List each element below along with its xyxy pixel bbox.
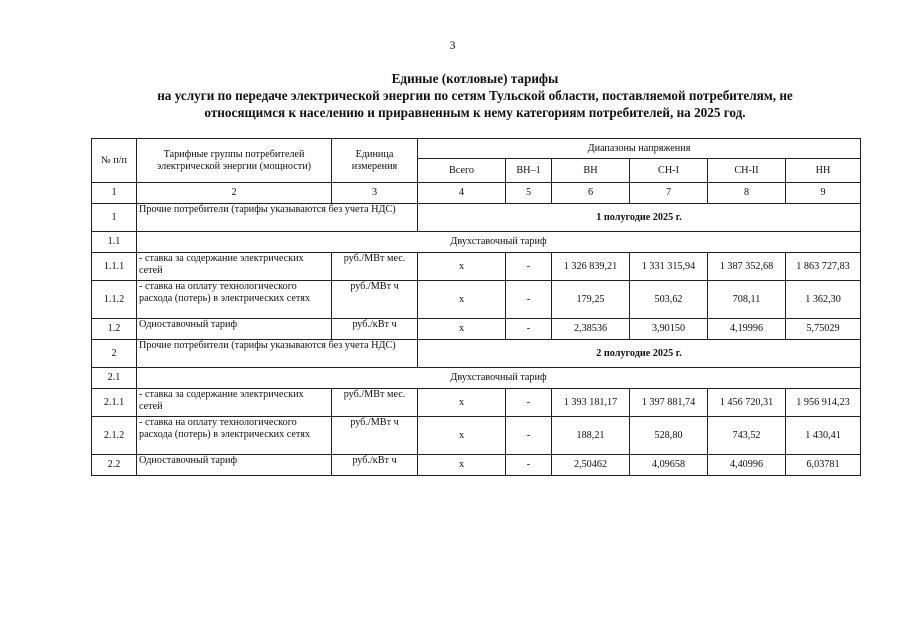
- row-vn1: -: [506, 281, 552, 319]
- row-nn: 5,75029: [786, 319, 861, 340]
- header-num: № п/п: [92, 139, 137, 183]
- subsection-num: 2.1: [92, 368, 137, 389]
- header-col-vn1: ВН–1: [506, 159, 552, 183]
- row-sn1: 503,62: [630, 281, 708, 319]
- document-title: [90, 70, 860, 121]
- row-label: Одноставочный тариф: [137, 319, 332, 340]
- row-vn: 179,25: [552, 281, 630, 319]
- col-number: 1: [92, 183, 137, 204]
- subsection-num: 1.1: [92, 232, 137, 253]
- header-unit: Единица измерения: [332, 139, 418, 183]
- row-vn: 1 393 181,17: [552, 389, 630, 417]
- row-unit: руб./кВт ч: [332, 455, 418, 476]
- page-number: 3: [449, 38, 456, 52]
- title-line-1: Единые (котловые) тарифы: [391, 71, 559, 86]
- row-total: х: [418, 253, 506, 281]
- row-label: - ставка за содержание электрических сетей: [137, 253, 332, 281]
- row-sn1: 4,09658: [630, 455, 708, 476]
- row-sn2: 1 456 720,31: [708, 389, 786, 417]
- col-number: 8: [708, 183, 786, 204]
- row-label: - ставка на оплату технологического расхода (потерь) в электрических сетях: [137, 281, 332, 319]
- row-vn1: -: [506, 319, 552, 340]
- col-number: 6: [552, 183, 630, 204]
- col-number: 3: [332, 183, 418, 204]
- header-group: Тарифные группы потребителей электрической энергии (мощности): [137, 139, 332, 183]
- header-col-sn1: СН-I: [630, 159, 708, 183]
- col-number: 7: [630, 183, 708, 204]
- row-vn: 1 326 839,21: [552, 253, 630, 281]
- row-num: 1.1.2: [92, 281, 137, 319]
- header-voltage-ranges: Диапазоны напряжения: [418, 139, 861, 159]
- header-col-total: Всего: [418, 159, 506, 183]
- row-sn2: 4,19996: [708, 319, 786, 340]
- section-period: 1 полугодие 2025 г.: [418, 204, 861, 232]
- title-line-2: на услуги по передаче электрической энергии по сетям Тульской области, поставляемой потребителям, не: [157, 88, 793, 103]
- section-num: 1: [92, 204, 137, 232]
- subsection-row: [92, 368, 861, 389]
- header-col-vn: ВН: [552, 159, 630, 183]
- row-nn: 1 956 914,23: [786, 389, 861, 417]
- table-row: [92, 281, 861, 319]
- title-line-3: относящимся к населению и приравненным к нему категориям потребителей, на 2025 год.: [204, 105, 746, 120]
- row-unit: руб./МВт ч: [332, 281, 418, 319]
- row-total: х: [418, 319, 506, 340]
- row-sn1: 1 397 881,74: [630, 389, 708, 417]
- row-vn: 2,38536: [552, 319, 630, 340]
- row-label: - ставка за содержание электрических сетей: [137, 389, 332, 417]
- column-numbers-row: [92, 183, 861, 204]
- row-vn: 188,21: [552, 417, 630, 455]
- section-row: [92, 204, 861, 232]
- section-period: 2 полугодие 2025 г.: [418, 340, 861, 368]
- row-nn: 1 362,30: [786, 281, 861, 319]
- col-number: 5: [506, 183, 552, 204]
- row-sn2: 1 387 352,68: [708, 253, 786, 281]
- col-number: 9: [786, 183, 861, 204]
- subsection-label: Двухставочный тариф: [137, 232, 861, 253]
- table-row: [92, 253, 861, 281]
- row-nn: 6,03781: [786, 455, 861, 476]
- row-vn1: -: [506, 455, 552, 476]
- header-col-sn2: СН-II: [708, 159, 786, 183]
- row-sn1: 1 331 315,94: [630, 253, 708, 281]
- header-col-nn: НН: [786, 159, 861, 183]
- table-row: [92, 417, 861, 455]
- row-unit: руб./МВт мес.: [332, 389, 418, 417]
- tariff-table: [91, 138, 861, 476]
- row-sn2: 4,40996: [708, 455, 786, 476]
- row-num: 2.1.1: [92, 389, 137, 417]
- section-label: Прочие потребители (тарифы указываются без учета НДС): [137, 340, 418, 368]
- row-unit: руб./МВт ч: [332, 417, 418, 455]
- row-label: Одноставочный тариф: [137, 455, 332, 476]
- row-vn1: -: [506, 417, 552, 455]
- row-vn1: -: [506, 389, 552, 417]
- row-total: х: [418, 281, 506, 319]
- table-row: [92, 319, 861, 340]
- row-total: х: [418, 455, 506, 476]
- row-nn: 1 863 727,83: [786, 253, 861, 281]
- section-label: Прочие потребители (тарифы указываются без учета НДС): [137, 204, 418, 232]
- row-total: х: [418, 389, 506, 417]
- table-row: [92, 455, 861, 476]
- row-num: 2.1.2: [92, 417, 137, 455]
- row-sn2: 708,11: [708, 281, 786, 319]
- row-num: 1.1.1: [92, 253, 137, 281]
- col-number: 2: [137, 183, 332, 204]
- row-sn2: 743,52: [708, 417, 786, 455]
- subsection-label: Двухставочный тариф: [137, 368, 861, 389]
- row-sn1: 528,80: [630, 417, 708, 455]
- row-label: - ставка на оплату технологического расхода (потерь) в электрических сетях: [137, 417, 332, 455]
- row-unit: руб./кВт ч: [332, 319, 418, 340]
- row-vn: 2,50462: [552, 455, 630, 476]
- row-unit: руб./МВт мес.: [332, 253, 418, 281]
- row-nn: 1 430,41: [786, 417, 861, 455]
- row-total: х: [418, 417, 506, 455]
- row-num: 1.2: [92, 319, 137, 340]
- row-num: 2.2: [92, 455, 137, 476]
- row-vn1: -: [506, 253, 552, 281]
- table-row: [92, 389, 861, 417]
- subsection-row: [92, 232, 861, 253]
- col-number: 4: [418, 183, 506, 204]
- section-row: [92, 340, 861, 368]
- section-num: 2: [92, 340, 137, 368]
- row-sn1: 3,90150: [630, 319, 708, 340]
